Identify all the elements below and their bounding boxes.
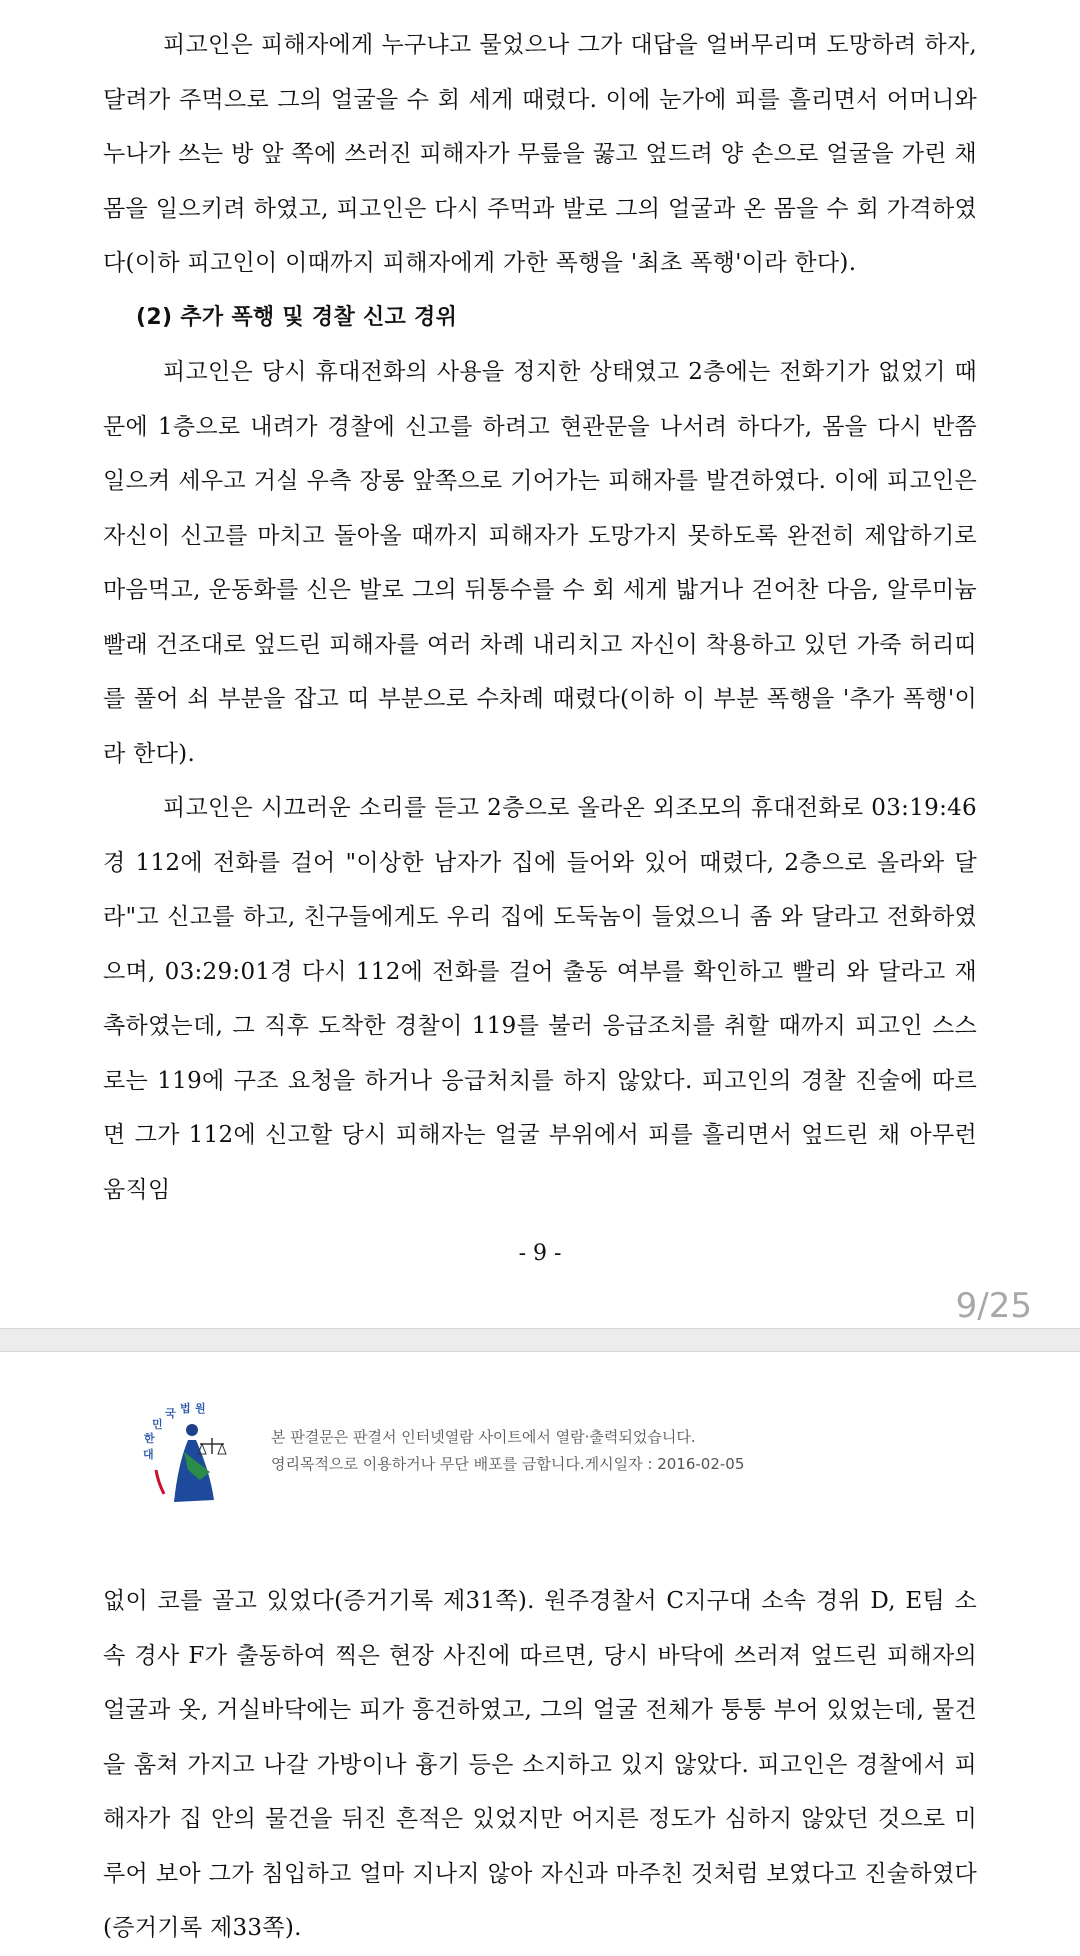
paragraph: 없이 코를 골고 있었다(증거기록 제31쪽). 원주경찰서 C지구대 소속 경위 D, E팀 소속 경사 F가 출동하여 찍은 현장 사진에 따르면, 당시 바닥에 쓰러져 엎드린 피해자의 얼굴과 옷, 거실바닥에는 피가 흥건하였고, 그의 얼굴 전체가 퉁퉁 부어 있었는데, 물건을 훔쳐 가지고 나갈 가방이나 흉기 등은 소지하고 있지 않았다. 피고인은 경찰에서 피해자가 집 안의 물건을 뒤진 흔적은 있었지만 어지른 정도가 심하지 않았던 것으로 미루어 보아 그가 침입하고 얼마 지나지 않아 자신과 마주친 것처럼 보였다고 진술하였다(증거기록 제33쪽). xyxy=(103,1588,977,1941)
court-logo-icon xyxy=(130,1392,250,1512)
section-heading: (2) 추가 폭행 및 경찰 신고 경위 xyxy=(136,304,458,330)
page-number: - 9 - xyxy=(518,1241,562,1266)
paragraph: 피고인은 시끄러운 소리를 듣고 2층으로 올라온 외조모의 휴대전화로 03:19:46경 112에 전화를 걸어 "이상한 남자가 집에 들어와 있어 때렸다, 2층으로 올라와 달라"고 신고를 하고, 친구들에게도 우리 집에 도둑놈이 들었으니 좀 와 달라고 전화하였으며, 03:29:01경 다시 112에 전화를 걸어 출동 여부를 확인하고 빨리 와 달라고 재촉하였는데, 그 직후 도착한 경찰이 119를 불러 응급조치를 취할 때까지 피고인 스스로는 119에 구조 요청을 하거나 응급처치를 하지 않았다. 피고인의 경찰 진술에 따르면 그가 112에 신고할 당시 피해자는 얼굴 부위에서 피를 흘리면서 엎드린 채 아무런 움직임 xyxy=(103,795,977,1203)
notice-line: 영리목적으로 이용하거나 무단 배포를 금합니다.게시일자 : 2016-02-05 xyxy=(271,1455,745,1473)
svg-text:대 한 민: 대 한 민 국 법 원 xyxy=(143,1402,206,1461)
document-page-10 xyxy=(0,1352,1080,1939)
page-separator xyxy=(0,1328,1080,1352)
paragraph: 피고인은 당시 휴대전화의 사용을 정지한 상태였고 2층에는 전화기가 없었기 때문에 1층으로 내려가 경찰에 신고를 하려고 현관문을 나서려 하다가, 몸을 다시 반쯤 일으켜 세우고 거실 우측 장롱 앞쪽으로 기어가는 피해자를 발견하였다. 이에 피고인은 자신이 신고를 마치고 돌아올 때까지 피해자가 도망가지 못하도록 완전히 제압하기로 마음먹고, 운동화를 신은 발로 그의 뒤통수를 수 회 세게 밟거나 걷어찬 다음, 알루미늄 빨래 건조대로 엎드린 피해자를 여러 차례 내리치고 자신이 착용하고 있던 가죽 허리띠를 풀어 쇠 부분을 잡고 띠 부분으로 수차례 때렸다(이하 이 부분 폭행을 '추가 폭행'이라 한다). xyxy=(103,359,977,767)
paragraph: 피고인은 피해자에게 누구냐고 물었으나 그가 대답을 얼버무리며 도망하려 하자, 달려가 주먹으로 그의 얼굴을 수 회 세게 때렸다. 이에 눈가에 피를 흘리면서 어머니와 누나가 쓰는 방 앞 쪽에 쓰러진 피해자가 무릎을 꿇고 엎드려 양 손으로 얼굴을 가린 채 몸을 일으키려 하였고, 피고인은 다시 주먹과 발로 그의 얼굴과 온 몸을 수 회 가격하였다(이하 피고인이 이때까지 피해자에게 가한 폭행을 '최초 폭행'이라 한다). xyxy=(103,32,977,276)
page-body xyxy=(103,18,977,1217)
page-counter: 9/25 xyxy=(955,1286,1032,1326)
download-notice xyxy=(271,1424,744,1478)
notice-line: 본 판결문은 판결서 인터넷열람 사이트에서 열람·출력되었습니다. xyxy=(271,1428,696,1446)
page-body xyxy=(103,1574,977,1956)
